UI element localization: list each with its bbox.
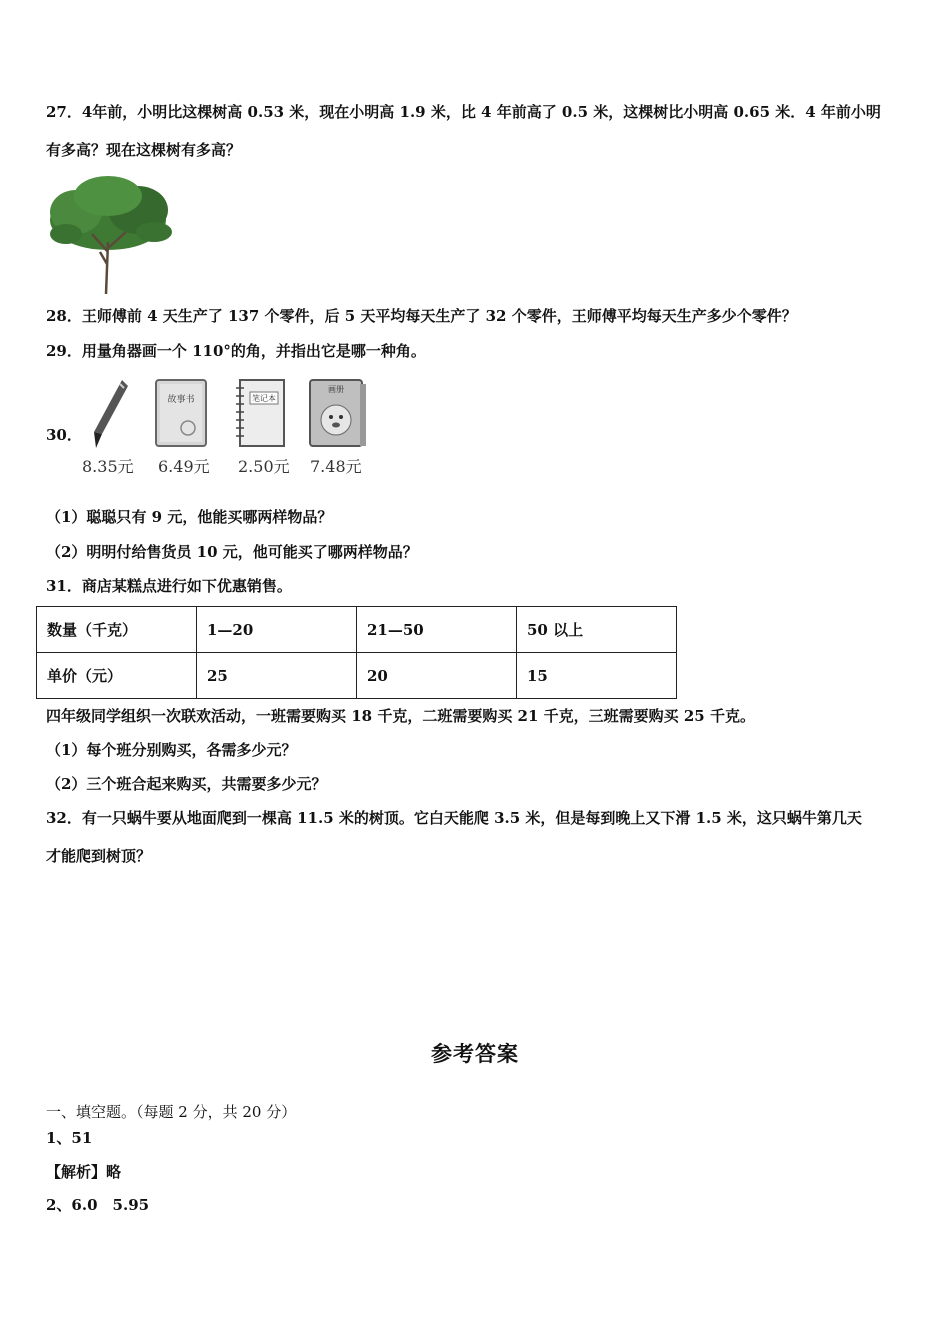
answers-title: 参考答案: [431, 1041, 519, 1066]
answer-1: 1、51: [46, 1129, 93, 1147]
pen-icon: [84, 376, 130, 452]
table-cell: 50 以上: [517, 607, 677, 653]
table-cell: 21—50: [357, 607, 517, 653]
q31-sub1: （1）每个班分别购买，各需多少元？: [46, 741, 297, 759]
q27-line2: 有多高？现在这棵树有多高？: [46, 141, 242, 159]
answers-section: 一、填空题。（每题 2 分，共 20 分）: [46, 1103, 297, 1121]
pen-price: 8.35元: [82, 457, 134, 476]
q28-text: 28．王师傅前 4 天生产了 137 个零件，后 5 天平均每天生产了 32 个零件，王师傅平均每天生产多少个零件？: [46, 307, 797, 325]
picture-book-cover-text: 画册: [328, 385, 344, 394]
storybook-icon: [152, 378, 210, 450]
notebook-icon: [234, 378, 288, 450]
table-cell: 1—20: [197, 607, 357, 653]
table-cell: 15: [517, 653, 677, 699]
table-cell: 单价（元）: [37, 653, 197, 699]
notebook-price: 2.50元: [238, 457, 290, 476]
picture-book-icon: [306, 376, 368, 450]
table-row: [37, 607, 677, 653]
notebook-cover-text: 笔记本: [252, 394, 276, 403]
q31-desc: 四年级同学组织一次联欢活动，一班需要购买 18 千克，二班需要购买 21 千克，三班需要购买 25 千克。: [46, 707, 755, 725]
q29-text: 29．用量角器画一个 110°的角，并指出它是哪一种角。: [46, 342, 426, 360]
price-table: [36, 606, 677, 699]
storybook-cover-text: 故事书: [167, 395, 195, 405]
q30-sub1: （1）聪聪只有 9 元，他能买哪两样物品？: [46, 508, 333, 526]
answer-2: 2、6.0 5.95: [46, 1196, 150, 1214]
q31-title: 31．商店某糕点进行如下优惠销售。: [46, 577, 292, 595]
q31-sub2: （2）三个班合起来购买，共需要多少元？: [46, 775, 327, 793]
answer-1-note: 【解析】略: [46, 1163, 122, 1181]
q30-sub2: （2）明明付给售货员 10 元，他可能买了哪两样物品？: [46, 543, 418, 561]
table-cell: 25: [197, 653, 357, 699]
table-cell: 20: [357, 653, 517, 699]
table-cell: 数量（千克）: [37, 607, 197, 653]
storybook-price: 6.49元: [158, 457, 210, 476]
picture-book-price: 7.48元: [310, 457, 362, 476]
q32-line1: 32．有一只蜗牛要从地面爬到一棵高 11.5 米的树顶。它白天能爬 3.5 米，但是每到晚上又下滑 1.5 米，这只蜗牛第几天: [46, 809, 862, 827]
q27-line1: 27．4年前，小明比这棵树高 0.53 米，现在小明高 1.9 米，比 4 年前高了 0.5 米，这棵树比小明高 0.65 米．4 年前小明: [46, 103, 881, 121]
q30-number: 30．: [46, 426, 82, 444]
table-row: [37, 653, 677, 699]
q32-line2: 才能爬到树顶？: [46, 847, 152, 865]
tree-icon: [46, 172, 176, 296]
